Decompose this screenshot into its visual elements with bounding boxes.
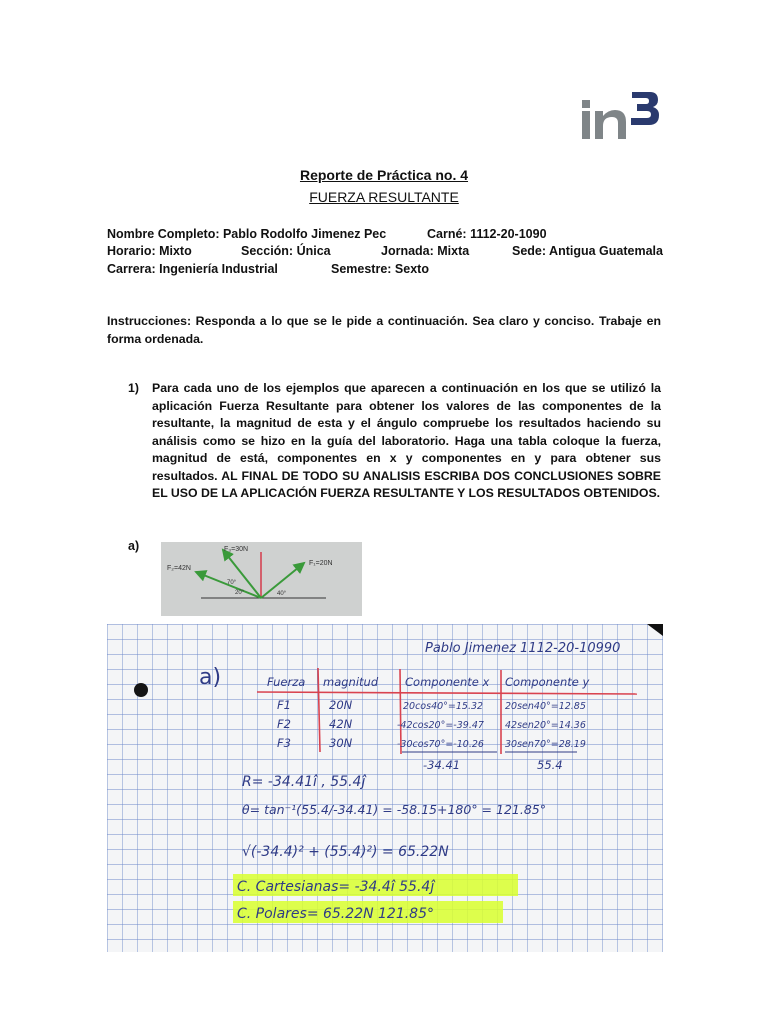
table-header-fuerza: Fuerza <box>267 675 306 689</box>
diagram-f2-label: F₂=42N <box>167 565 191 572</box>
table-row2-magnitud: 42N <box>329 717 353 731</box>
table-row2-comp-x: -42cos20°=-39.47 <box>397 720 484 731</box>
angle-calc-line: θ= tan⁻¹(55.4/-34.41) = -58.15+180° = 121.85° <box>242 802 546 817</box>
student-semestre: Semestre: Sexto <box>331 262 429 276</box>
notebook-part-label: a) <box>199 665 222 690</box>
question-number: 1) <box>128 381 139 395</box>
student-seccion: Sección: Única <box>241 244 331 258</box>
table-row1-magnitud: 20N <box>329 698 353 712</box>
table-header-magnitud: magnitud <box>323 675 379 689</box>
diagram-f3-label: F₃=30N <box>224 546 249 553</box>
table-row1-comp-x: 20cos40°=15.32 <box>403 701 484 712</box>
table-row2-fuerza: F2 <box>277 717 291 731</box>
diagram-angle-20: 20° <box>235 590 245 596</box>
table-row3-fuerza: F3 <box>277 736 291 750</box>
report-title: Reporte de Práctica no. 4 <box>299 167 469 183</box>
table-sum-x: -34.41 <box>423 758 461 772</box>
magnitude-calc-line: √(-34.4)² + (55.4)²) = 65.22N <box>242 844 449 860</box>
table-header-comp-x: Componente x <box>405 675 490 689</box>
student-horario: Horario: Mixto <box>107 244 192 258</box>
table-row2-comp-y: 42sen20°=14.36 <box>505 720 586 731</box>
in3-logo <box>578 88 662 144</box>
table-row3-comp-y: 30sen70°=28.19 <box>505 739 586 750</box>
table-row1-fuerza: F1 <box>277 698 291 712</box>
student-jornada: Jornada: Mixta <box>381 244 470 258</box>
force-diagram <box>161 542 362 616</box>
instructions-text: Instrucciones: Responda a lo que se le pide a continuación. Sea claro y conciso. Trabaje en forma ordenada. <box>107 314 661 346</box>
diagram-f1-label: F₁=20N <box>309 560 333 567</box>
diagram-angle-70: 70° <box>227 580 237 586</box>
table-row1-comp-y: 20sen40°=12.85 <box>505 701 586 712</box>
report-subtitle: FUERZA RESULTANTE <box>309 189 459 205</box>
handwritten-notebook-photo <box>107 624 663 952</box>
student-carrera: Carrera: Ingeniería Industrial <box>107 262 278 276</box>
student-sede: Sede: Antigua Guatemala <box>512 244 663 258</box>
table-row3-magnitud: 30N <box>329 736 353 750</box>
table-sum-y: 55.4 <box>537 758 563 772</box>
table-row3-comp-x: -30cos70°=-10.26 <box>397 739 484 750</box>
diagram-angle-40: 40° <box>277 591 287 597</box>
cartesian-result: C. Cartesianas= -34.4î 55.4ĵ <box>237 879 435 895</box>
student-name: Nombre Completo: Pablo Rodolfo Jimenez Pec <box>107 227 387 241</box>
polar-result: C. Polares= 65.22N 121.85° <box>237 906 434 922</box>
notebook-header: Pablo Jimenez 1112-20-10990 <box>425 641 621 656</box>
resultant-vector-line: R= -34.41î , 55.4ĵ <box>242 774 366 790</box>
example-a-label: a) <box>128 539 140 553</box>
table-header-comp-y: Componente y <box>505 675 590 689</box>
question-text: Para cada uno de los ejemplos que aparecen a continuación en los que se utilizó la aplicación Fuerza Resultante para obtener los valores de las componentes de la resultante, la magnitud de esta y el ángulo compruebe los resultados haciendo su análisis como se hizo en la guía del laboratorio. Haga una tabla coloque la fuerza, magnitud de está, componentes en x y componentes en y para obtener sus resultados. AL FINAL DE TODO SU ANALISIS ESCRIBA DOS CONCLUSIONES SOBRE EL USO DE LA APLICACIÓN FUERZA RESULTANTE Y LOS RESULTADOS OBTENIDOS. <box>152 381 661 500</box>
student-carne: Carné: 1112-20-1090 <box>427 227 547 241</box>
